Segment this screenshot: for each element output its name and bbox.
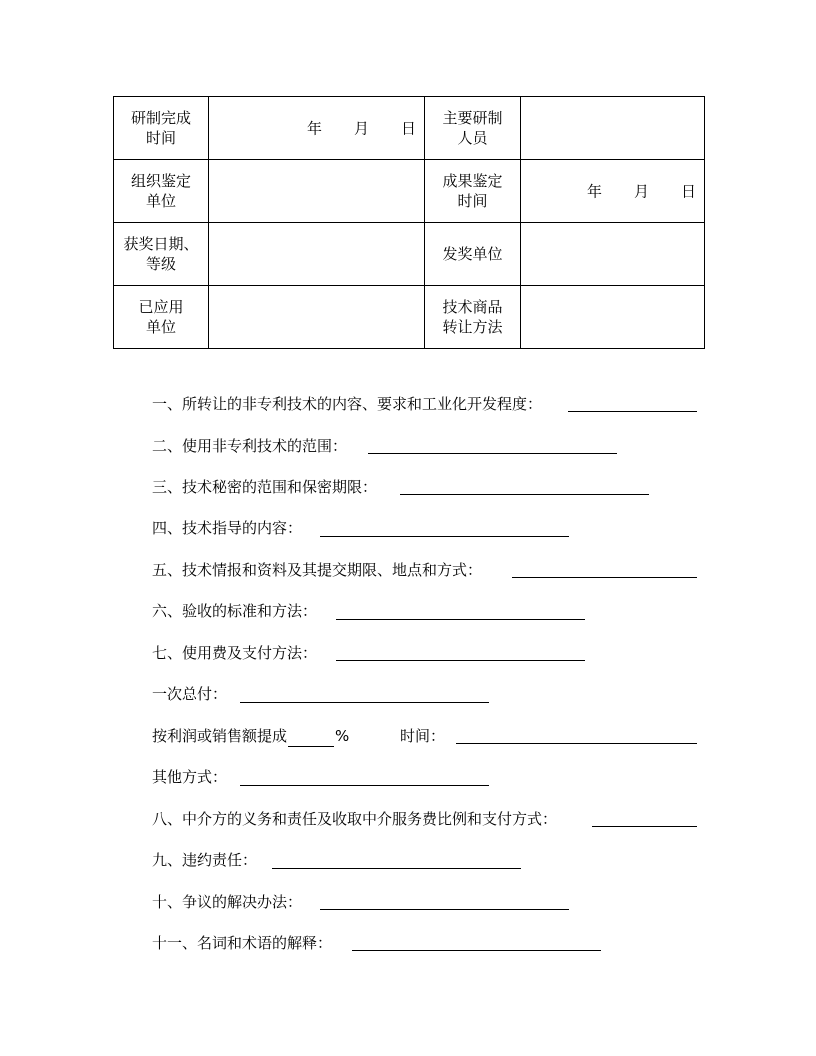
completion-date bbox=[307, 118, 416, 139]
project-info-table bbox=[113, 96, 705, 349]
clause-3-label: 三、技术秘密的范围和保密期限： bbox=[152, 478, 378, 496]
year-label: 年 bbox=[306, 119, 322, 138]
clause-8-blank[interactable] bbox=[592, 826, 697, 827]
clause-4-blank[interactable] bbox=[320, 536, 569, 537]
organizing-unit-field[interactable] bbox=[209, 160, 425, 223]
lump-sum-blank[interactable] bbox=[240, 702, 489, 703]
lump-sum-label: 一次总付： bbox=[152, 685, 228, 703]
clause-1-label: 一、所转让的非专利技术的内容、要求和工业化开发程度： bbox=[152, 395, 543, 413]
main-researchers-label-text: 主要研制 人员 bbox=[442, 109, 503, 147]
day-label: 日 bbox=[680, 182, 696, 201]
applied-unit-label-text: 已应用 单位 bbox=[138, 298, 184, 336]
completion-time-label-text: 研制完成 时间 bbox=[130, 109, 191, 147]
appraisal-time-field[interactable] bbox=[521, 160, 705, 223]
clause-10-label: 十、争议的解决办法： bbox=[152, 893, 303, 911]
clause-2-label: 二、使用非专利技术的范围： bbox=[152, 437, 348, 455]
table-row bbox=[114, 223, 705, 286]
award-date-label-text: 获奖日期、 等级 bbox=[123, 235, 199, 273]
clause-6-label: 六、验收的标准和方法： bbox=[152, 602, 318, 620]
clause-2-blank[interactable] bbox=[368, 453, 617, 454]
royalty-label: 按利润或销售额提成 bbox=[152, 727, 288, 745]
completion-time-label bbox=[114, 97, 209, 160]
clause-10-blank[interactable] bbox=[320, 909, 569, 910]
award-unit-field[interactable] bbox=[521, 223, 705, 286]
applied-unit-field[interactable] bbox=[209, 286, 425, 349]
transfer-method-label bbox=[425, 286, 521, 349]
appraisal-date bbox=[587, 181, 696, 202]
other-method-label: 其他方式： bbox=[152, 768, 228, 786]
completion-time-field[interactable] bbox=[209, 97, 425, 160]
main-researchers-label bbox=[425, 97, 521, 160]
table-row bbox=[114, 160, 705, 223]
clause-1-blank[interactable] bbox=[568, 411, 697, 412]
clause-7-label: 七、使用费及支付方法： bbox=[152, 644, 318, 662]
award-unit-label bbox=[425, 223, 521, 286]
month-label: 月 bbox=[353, 119, 369, 138]
royalty-percent-blank[interactable] bbox=[288, 730, 334, 747]
clause-6-blank[interactable] bbox=[336, 619, 585, 620]
award-date-label bbox=[114, 223, 209, 286]
appraisal-time-label-text: 成果鉴定 时间 bbox=[442, 172, 503, 210]
royalty-line bbox=[152, 725, 349, 747]
main-researchers-field[interactable] bbox=[521, 97, 705, 160]
percent-sign: % bbox=[335, 727, 350, 745]
year-label: 年 bbox=[586, 182, 602, 201]
month-label: 月 bbox=[633, 182, 649, 201]
appraisal-time-label bbox=[425, 160, 521, 223]
clause-5-blank[interactable] bbox=[512, 577, 697, 578]
table-row bbox=[114, 97, 705, 160]
transfer-method-label-text: 技术商品 转让方法 bbox=[442, 298, 503, 336]
transfer-method-field[interactable] bbox=[521, 286, 705, 349]
clause-4-label: 四、技术指导的内容： bbox=[152, 519, 303, 537]
award-date-field[interactable] bbox=[209, 223, 425, 286]
award-unit-label-text: 发奖单位 bbox=[442, 245, 503, 263]
clause-11-label: 十一、名词和术语的解释： bbox=[152, 934, 333, 952]
day-label: 日 bbox=[400, 119, 416, 138]
clause-7-blank[interactable] bbox=[336, 660, 585, 661]
royalty-time-blank[interactable] bbox=[456, 743, 697, 744]
clause-11-blank[interactable] bbox=[352, 950, 601, 951]
other-method-blank[interactable] bbox=[240, 785, 489, 786]
clause-9-label: 九、违约责任： bbox=[152, 851, 258, 869]
clause-8-label: 八、中介方的义务和责任及收取中介服务费比例和支付方式： bbox=[152, 810, 558, 828]
royalty-time-label: 时间： bbox=[400, 727, 446, 745]
clause-9-blank[interactable] bbox=[272, 868, 521, 869]
clause-5-label: 五、技术情报和资料及其提交期限、地点和方式： bbox=[152, 561, 483, 579]
table-row bbox=[114, 286, 705, 349]
organizing-unit-label-text: 组织鉴定 单位 bbox=[130, 172, 191, 210]
applied-unit-label bbox=[114, 286, 209, 349]
clause-3-blank[interactable] bbox=[400, 494, 649, 495]
organizing-unit-label bbox=[114, 160, 209, 223]
